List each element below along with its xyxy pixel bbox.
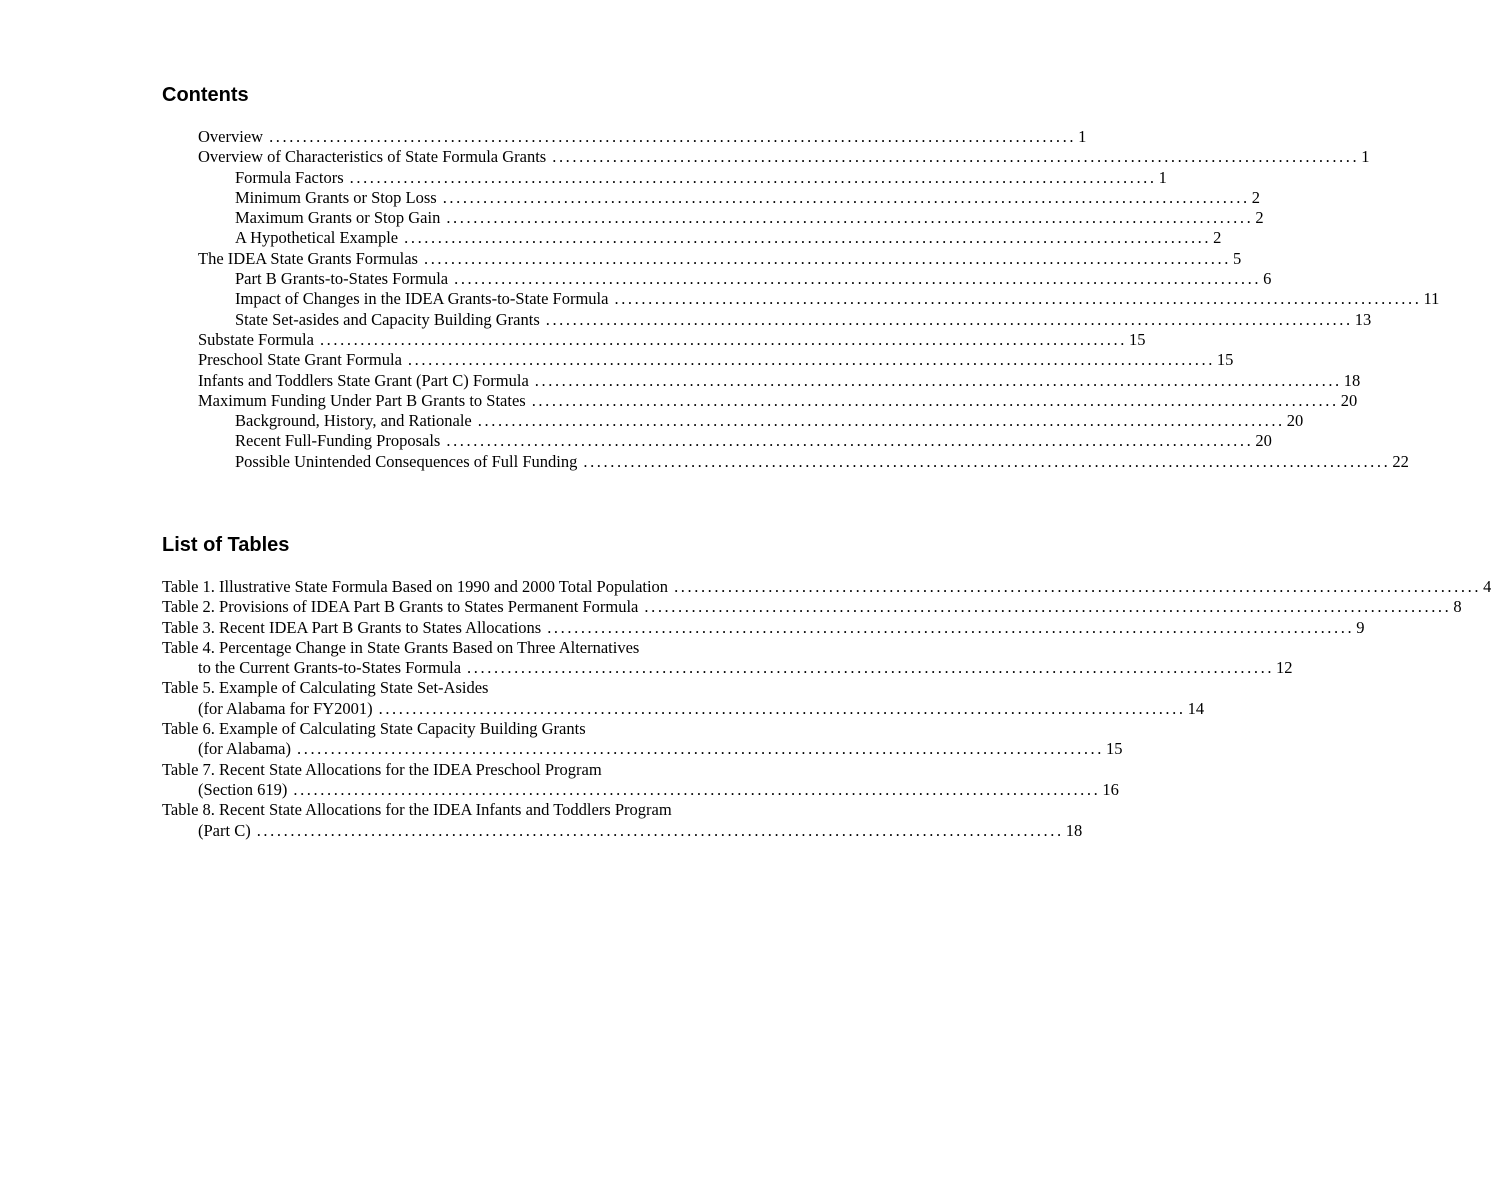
table-entry-label: (Section 619): [198, 779, 288, 799]
toc-entry-substate-formula[interactable]: [162, 329, 1146, 350]
toc-entry-page: 5: [1232, 248, 1242, 268]
dot-leader: ........................................................................................................................: [293, 779, 1101, 799]
dot-leader: ........................................................................................................................: [583, 451, 1391, 471]
dot-leader: ........................................................................................................................: [269, 127, 1077, 146]
toc-entry-page: 1: [1158, 167, 1167, 187]
toc-entry-preschool-formula[interactable]: [162, 350, 1234, 370]
toc-entry-label: Part B Grants-to-States Formula: [235, 269, 449, 289]
table-entry-title: Table 5. Example of Calculating State Set-Asides: [162, 678, 489, 698]
table-entry-continuation: [162, 820, 1083, 841]
toc-entry-label: Impact of Changes in the IDEA Grants-to-State Formula: [235, 289, 609, 309]
toc-entry-label: Infants and Toddlers State Grant (Part C) Formula: [198, 370, 529, 390]
table-entry-label: (Part C): [198, 820, 251, 840]
toc-entry-page: 13: [1354, 309, 1372, 329]
toc-entry-page: 20: [1255, 431, 1272, 451]
toc-entry-label: Possible Unintended Consequences of Full Funding: [235, 451, 578, 471]
contents-heading: Contents: [162, 84, 249, 106]
toc-entry-part-b-formula[interactable]: [162, 269, 1272, 289]
toc-entry-unintended-consequences[interactable]: [162, 451, 1409, 472]
toc-entry-label: Overview of Characteristics of State Formula Grants: [198, 147, 547, 167]
toc-entry-label: A Hypothetical Example: [235, 228, 399, 248]
table-entry-7[interactable]: [162, 759, 1119, 801]
list-of-tables: [162, 577, 1491, 841]
dot-leader: ........................................................................................................................: [407, 350, 1215, 370]
table-entry-title: Table 6. Example of Calculating State Capacity Building Grants: [162, 719, 586, 739]
table-entry-2[interactable]: [162, 597, 1462, 617]
table-entry-label: Table 3. Recent IDEA Part B Grants to States Allocations: [162, 617, 542, 637]
toc-entry-page: 2: [1251, 187, 1260, 207]
toc-entry-label: Substate Formula: [198, 329, 314, 349]
table-entry-label: Table 1. Illustrative State Formula Based on 1990 and 2000 Total Population: [162, 577, 669, 596]
dot-leader: ........................................................................................................................: [454, 269, 1262, 289]
table-entry-page: 4: [1483, 577, 1491, 596]
table-entry-8[interactable]: [162, 800, 1083, 841]
dot-leader: ........................................................................................................................: [297, 739, 1104, 759]
dot-leader: ........................................................................................................................: [442, 187, 1250, 207]
table-entry-1[interactable]: [162, 577, 1491, 597]
table-entry-page: 8: [1453, 597, 1462, 617]
table-entry-page: 9: [1356, 617, 1365, 637]
dot-leader: ........................................................................................................................: [674, 577, 1482, 596]
table-entry-label: (for Alabama for FY2001): [198, 698, 373, 718]
table-entry-continuation: [162, 698, 1205, 719]
table-entry-3[interactable]: [162, 617, 1365, 638]
dot-leader: ........................................................................................................................: [531, 390, 1339, 410]
table-entry-page: 14: [1187, 698, 1205, 718]
table-entry-page: 15: [1106, 739, 1123, 759]
table-entry-6[interactable]: [162, 719, 1123, 760]
toc-entry-formula-factors[interactable]: [162, 167, 1167, 188]
table-entry-5[interactable]: [162, 678, 1205, 719]
dot-leader: ........................................................................................................................: [644, 597, 1452, 617]
contents-list: [162, 127, 1440, 472]
toc-entry-label: Recent Full-Funding Proposals: [235, 431, 441, 451]
toc-entry-maximum-funding[interactable]: [162, 390, 1358, 411]
dot-leader: ........................................................................................................................: [534, 370, 1342, 390]
toc-entry-label: The IDEA State Grants Formulas: [198, 248, 418, 268]
toc-entry-label: Formula Factors: [235, 167, 344, 187]
toc-entry-label: Background, History, and Rationale: [235, 411, 472, 431]
table-entry-continuation: [162, 739, 1123, 759]
dot-leader: ........................................................................................................................: [349, 167, 1157, 187]
toc-entry-page: 1: [1361, 147, 1370, 167]
dot-leader: ........................................................................................................................: [319, 329, 1127, 349]
toc-entry-page: 20: [1286, 411, 1304, 431]
dot-leader: ........................................................................................................................: [467, 658, 1275, 678]
dot-leader: ........................................................................................................................: [404, 228, 1212, 248]
toc-entry-page: 18: [1343, 370, 1361, 390]
dot-leader: ........................................................................................................................: [423, 248, 1231, 268]
toc-entry-page: 11: [1423, 289, 1440, 309]
dot-leader: ........................................................................................................................: [446, 431, 1254, 451]
table-entry-label: (for Alabama): [198, 739, 291, 759]
toc-entry-maximum-grants[interactable]: [162, 208, 1264, 228]
dot-leader: ........................................................................................................................: [545, 309, 1353, 329]
toc-entry-set-asides[interactable]: [162, 309, 1372, 330]
toc-entry-page: 15: [1128, 329, 1146, 349]
toc-entry-page: 22: [1392, 451, 1409, 471]
toc-entry-overview[interactable]: [162, 127, 1087, 147]
dot-leader: ........................................................................................................................: [477, 411, 1285, 431]
toc-entry-hypothetical-example[interactable]: [162, 228, 1222, 248]
toc-entry-minimum-grants[interactable]: [162, 187, 1260, 208]
toc-entry-label: Maximum Funding Under Part B Grants to States: [198, 390, 526, 410]
table-entry-page: 12: [1276, 658, 1293, 678]
table-entry-page: 18: [1065, 820, 1083, 840]
toc-entry-infants-toddlers[interactable]: [162, 370, 1361, 391]
list-of-tables-heading: List of Tables: [162, 534, 290, 556]
table-entry-title: Table 8. Recent State Allocations for the IDEA Infants and Toddlers Program: [162, 800, 672, 820]
toc-entry-label: Maximum Grants or Stop Gain: [235, 208, 441, 228]
dot-leader: ........................................................................................................................: [446, 208, 1254, 228]
toc-entry-page: 20: [1340, 390, 1358, 410]
table-entry-title: Table 7. Recent State Allocations for the IDEA Preschool Program: [162, 759, 602, 779]
toc-entry-page: 1: [1078, 127, 1087, 146]
toc-entry-label: Overview: [198, 127, 264, 146]
table-entry-title: Table 4. Percentage Change in State Grants Based on Three Alternatives: [162, 637, 640, 657]
toc-entry-impact-of-changes[interactable]: [162, 289, 1440, 309]
dot-leader: ........................................................................................................................: [378, 698, 1186, 718]
toc-entry-overview-characteristics[interactable]: [162, 147, 1370, 167]
table-entry-continuation: [162, 658, 1293, 678]
table-entry-4[interactable]: [162, 637, 1293, 679]
dot-leader: ........................................................................................................................: [614, 289, 1422, 309]
toc-entry-background-history[interactable]: [162, 411, 1304, 431]
toc-entry-page: 6: [1263, 269, 1272, 289]
toc-entry-page: 2: [1213, 228, 1222, 248]
toc-entry-label: State Set-asides and Capacity Building Grants: [235, 309, 540, 329]
dot-leader: ........................................................................................................................: [547, 617, 1355, 637]
table-entry-label: Table 2. Provisions of IDEA Part B Grants to States Permanent Formula: [162, 597, 639, 617]
toc-entry-page: 15: [1216, 350, 1234, 370]
toc-entry-full-funding-proposals[interactable]: [162, 431, 1272, 451]
dot-leader: ........................................................................................................................: [256, 820, 1064, 840]
table-entry-continuation: [162, 779, 1119, 800]
table-entry-label: to the Current Grants-to-States Formula: [198, 658, 462, 678]
toc-entry-page: 2: [1255, 208, 1264, 228]
toc-entry-label: Minimum Grants or Stop Loss: [235, 187, 437, 207]
toc-entry-label: Preschool State Grant Formula: [198, 350, 402, 370]
table-entry-page: 16: [1102, 779, 1119, 799]
dot-leader: ........................................................................................................................: [552, 147, 1360, 167]
toc-entry-idea-state-grants[interactable]: [162, 248, 1242, 269]
